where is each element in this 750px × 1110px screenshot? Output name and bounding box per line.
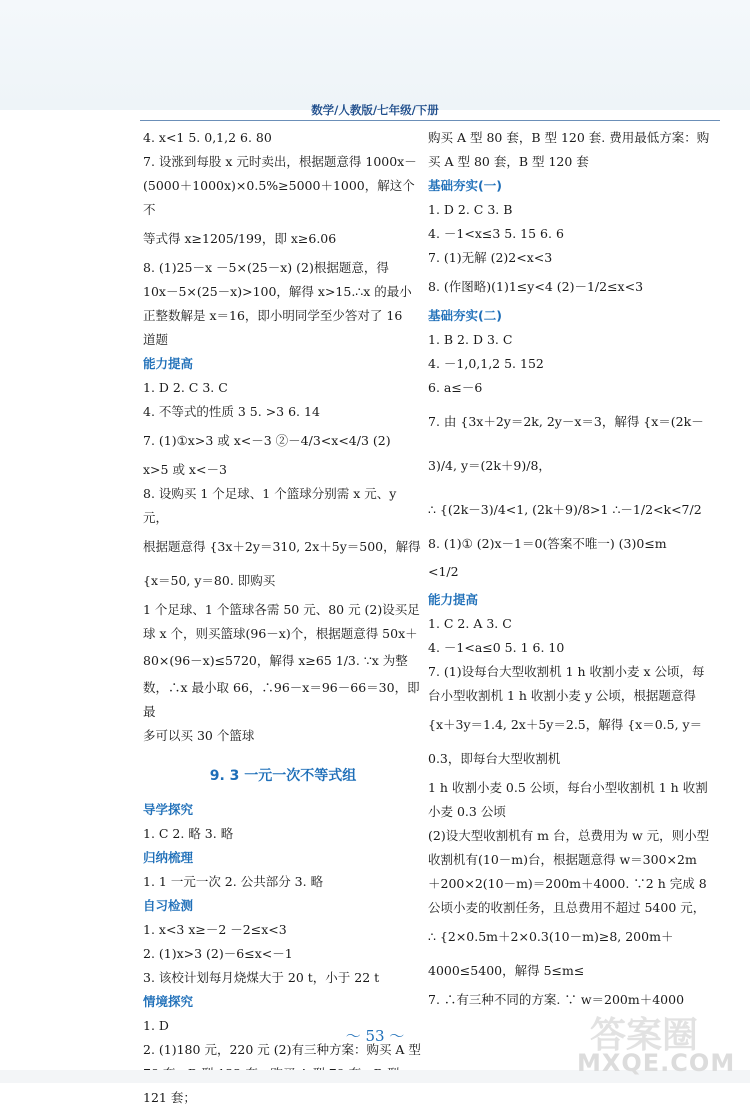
answer-line: 7. 设涨到每股 x 元时卖出，根据题意得 1000x－: [143, 154, 417, 169]
page-header-title: 数学/人教版/七年级/下册: [311, 103, 439, 117]
answer-line: 10x－5×(25－x)>100，解得 x>15.∴x 的最小: [143, 284, 412, 299]
answer-line: 8. (作图略)(1)1≤y<4 (2)－1/2≤x<3: [428, 279, 644, 294]
chapter-title: 9. 3 一元一次不等式组: [209, 768, 357, 784]
answer-line: 4. －1,0,1,2 5. 152: [428, 356, 544, 371]
answer-line: 1. B 2. D 3. C: [428, 332, 513, 347]
answer-line: 根据题意得 {3x＋2y＝310, 2x＋5y＝500，解得 {x＝50, y＝80. 即购买: [143, 539, 421, 588]
answer-line: 7. 由 {3x＋2y＝2k, 2y－x＝3，解得 {x＝(2k－3)/4, y＝(2k＋9)/8，: [428, 414, 704, 473]
answer-line: 4. x<1 5. 0,1,2 6. 80: [143, 130, 272, 145]
answer-line: 4. －1<x≤3 5. 15 6. 6: [428, 226, 564, 241]
answer-line: (2)设大型收割机有 m 台，总费用为 w 元，则小型: [428, 828, 710, 843]
answer-line: ∴ {(2k－3)/4<1, (2k＋9)/8>1 ∴－1/2<k<7/2: [428, 502, 702, 517]
answer-line: 道题: [143, 332, 169, 347]
answer-line: 7. (1)①x>3 或 x<－3 ②－4/3<x<4/3 (2): [143, 433, 391, 448]
section-heading-guide: 导学探究: [143, 802, 194, 817]
section-heading-summary: 归纳梳理: [143, 850, 194, 865]
answer-line: 1. D: [143, 1018, 169, 1033]
answer-line: (5000＋1000x)×0.5%≥5000＋1000，解这个不: [143, 178, 415, 217]
answer-line: 2. (1)180 元，220 元 (2)有三种方案：购买 A 型: [143, 1042, 421, 1057]
answer-line: 数，∴x 最小取 66，∴96－x＝96－66＝30，即最: [143, 680, 420, 719]
answer-line: 等式得 x≥1205/199，即 x≥6.06: [143, 231, 337, 246]
answer-line: 买 A 型 80 套，B 型 120 套: [428, 154, 589, 169]
watermark-text-top: 答案圈: [590, 1015, 699, 1056]
section-heading-ability: 能力提高: [143, 356, 194, 371]
answer-line: 80×(96－x)≤5720，解得 x≥65 1/3. ∵x 为整: [143, 653, 408, 668]
answer-line: 1 个足球、1 个篮球各需 50 元、80 元 (2)设买足: [143, 602, 420, 617]
answer-line: 2. (1)x>3 (2)－6≤x<－1: [143, 946, 293, 961]
section-heading-ability: 能力提高: [428, 592, 479, 607]
answer-line: 7. (1)无解 (2)2<x<3: [428, 250, 553, 265]
answer-line: 公顷小麦的收割任务，且总费用不超过 5400 元，: [428, 900, 706, 915]
watermark-text-bottom: MXQE.COM: [577, 1049, 736, 1077]
answer-line: 小麦 0.3 公顷: [428, 804, 506, 819]
answer-line: 8. (1)① (2)x－1＝0(答案不唯一) (3)0≤m: [428, 536, 667, 551]
page-number: ～ 53 ～: [345, 1027, 405, 1045]
answer-line: 购买 A 型 80 套，B 型 120 套. 费用最低方案：购: [428, 130, 710, 145]
left-column: [143, 126, 423, 1110]
answer-line: 1. C 2. A 3. C: [428, 616, 512, 631]
header-divider: [140, 120, 720, 121]
answer-line: 正整数解是 x＝16，即小明同学至少答对了 16: [143, 308, 403, 323]
section-heading-basic-1: 基础夯实(一): [428, 178, 502, 193]
answer-line: 球 x 个，则买篮球(96－x)个，根据题意得 50x＋: [143, 626, 418, 641]
answer-line: 7. (1)设每台大型收割机 1 h 收割小麦 x 公顷，每: [428, 664, 705, 679]
answer-line: ＋200×2(10－m)＝200m＋4000. ∵2 h 完成 8: [428, 876, 707, 891]
answer-line: 1. D 2. C 3. B: [428, 202, 513, 217]
answer-line: 3. 该校计划每月烧煤大于 20 t，小于 22 t: [143, 970, 380, 985]
answer-line: {x＋3y＝1.4, 2x＋5y＝2.5，解得 {x＝0.5, y＝0.3，即每台大型收割机: [428, 717, 703, 766]
answer-line: <1/2: [428, 564, 459, 579]
answer-line: 1. x<3 x≥－2 －2≤x<3: [143, 922, 287, 937]
answer-line: 8. (1)25－x －5×(25－x) (2)根据题意，得: [143, 260, 389, 275]
answer-line: 4. －1<a≤0 5. 1 6. 10: [428, 640, 565, 655]
answer-line: ∴ {2×0.5m＋2×0.3(10－m)≥8, 200m＋4000≤5400，解得 5≤m≤: [428, 929, 674, 978]
answer-line: 1. C 2. 略 3. 略: [143, 826, 234, 841]
answer-line: 台小型收割机 1 h 收割小麦 y 公顷，根据题意得: [428, 688, 696, 703]
page-header-band: [0, 0, 750, 110]
answer-line: 收割机有(10－m)台，根据题意得 w＝300×2m: [428, 852, 697, 867]
section-heading-self-check: 自习检测: [143, 898, 194, 913]
answer-line: 1. D 2. C 3. C: [143, 380, 228, 395]
answer-line: x>5 或 x<－3: [143, 462, 227, 477]
answer-line: 1. 1 一元一次 2. 公共部分 3. 略: [143, 874, 324, 889]
watermark-logo: [575, 1005, 740, 1080]
answer-line: 121 套；: [143, 1090, 196, 1105]
answer-line: 8. 设购买 1 个足球、1 个篮球分别需 x 元、y 元，: [143, 486, 397, 525]
right-column: [428, 126, 718, 1012]
section-heading-basic-2: 基础夯实(二): [428, 308, 502, 323]
section-heading-scenario: 情境探究: [143, 994, 194, 1009]
answer-line: 4. 不等式的性质 3 5. >3 6. 14: [143, 404, 320, 419]
answer-line: 7. ∴有三种不同的方案. ∵ w＝200m＋4000: [428, 992, 685, 1007]
answer-line: 6. a≤－6: [428, 380, 483, 395]
answer-line: 1 h 收割小麦 0.5 公顷，每台小型收割机 1 h 收割: [428, 780, 708, 795]
answer-line: 多可以买 30 个篮球: [143, 728, 255, 743]
